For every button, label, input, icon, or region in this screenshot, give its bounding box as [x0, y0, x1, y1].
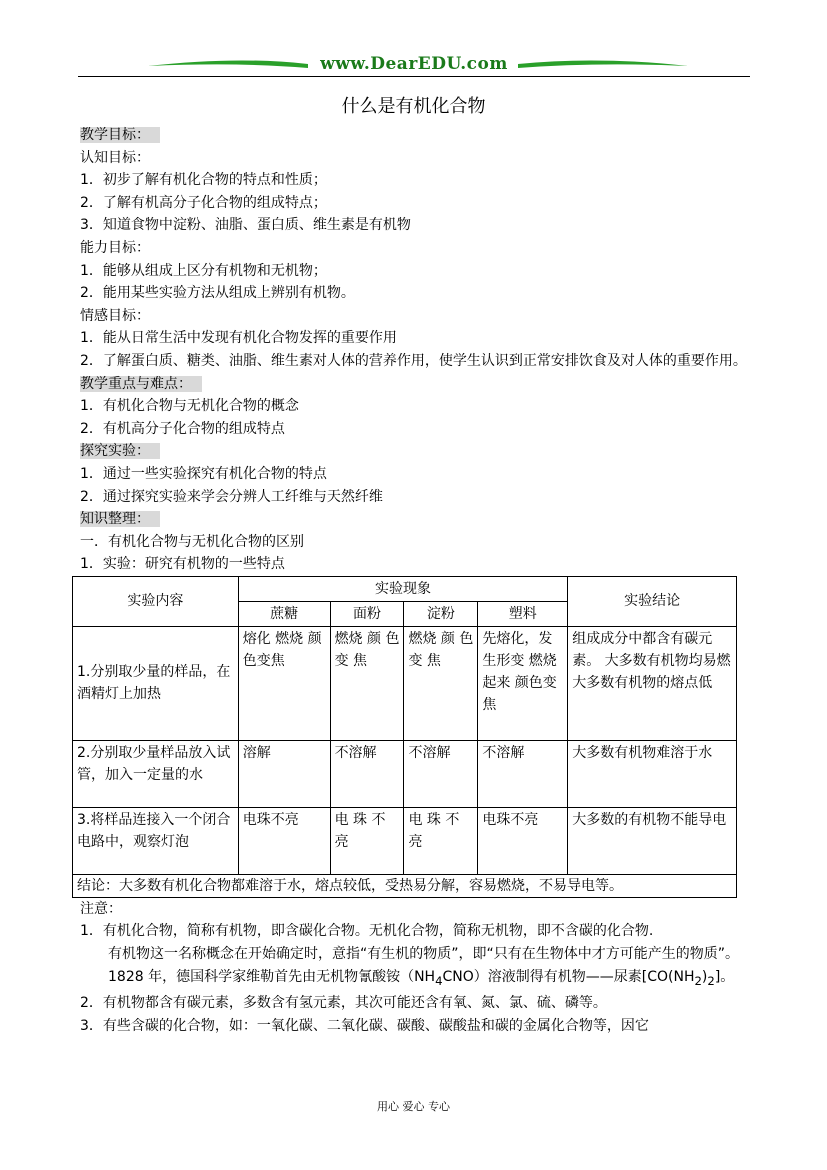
- cognitive-item: 3．知道食物中淀粉、油脂、蛋白质、维生素是有机物: [80, 217, 411, 234]
- cell-sugar: 电珠不亮: [238, 807, 330, 874]
- ability-item: 2．能用某些实验方法从组成上辨别有机物。: [80, 285, 355, 302]
- cell-plastic: 电珠不亮: [478, 807, 568, 874]
- cell-plastic: 先熔化，发生形变 燃烧起来 颜色变焦: [478, 626, 568, 740]
- ability-item: 1．能够从组成上区分有机物和无机物；: [80, 262, 327, 279]
- emotion-item: 1．能从日常生活中发现有机化合物发挥的重要作用: [80, 330, 397, 347]
- note-item: 2．有机物都含有碳元素，多数含有氢元素，其次可能还含有氧、氮、氯、硫、磷等。: [80, 995, 607, 1012]
- notes-heading: 注意：: [80, 900, 122, 917]
- header-sugar: 蔗糖: [238, 601, 330, 626]
- header-starch: 淀粉: [404, 601, 478, 626]
- cell-content: 3.将样品连接入一个闭合电路中，观察灯泡: [73, 807, 239, 874]
- knowledge-item: 一．有机化合物与无机化合物的区别: [80, 533, 304, 550]
- cognitive-heading: 认知目标：: [80, 149, 150, 166]
- header-flour: 面粉: [330, 601, 404, 626]
- header-phenomenon: 实验现象: [238, 576, 568, 601]
- knowledge-item: 1．实验：研究有机物的一些特点: [80, 556, 285, 573]
- site-url: www.DearEDU.com: [320, 54, 508, 74]
- explore-item: 2．通过探究实验来学会分辨人工纤维与天然纤维: [80, 488, 383, 505]
- goals-heading: 教学目标：: [80, 127, 160, 143]
- ability-heading: 能力目标：: [80, 239, 150, 256]
- header-conclusion: 实验结论: [568, 576, 737, 626]
- cell-content: 1.分别取少量的样品，在酒精灯上加热: [73, 626, 239, 740]
- cell-flour: 不溶解: [330, 740, 404, 807]
- emotion-heading: 情感目标：: [80, 307, 150, 324]
- cell-conclusion: 组成成分中都含有碳元素。 大多数有机物均易燃 大多数有机物的熔点低: [568, 626, 737, 740]
- explore-heading: 探究实验：: [80, 443, 160, 459]
- cell-flour: 电 珠 不 亮: [330, 807, 404, 874]
- table-row: [73, 807, 737, 874]
- table-row: [73, 740, 737, 807]
- cognitive-item: 1．初步了解有机化合物的特点和性质；: [80, 172, 327, 189]
- header-content: 实验内容: [73, 576, 239, 626]
- document-body: [77, 124, 750, 1037]
- page-footer: 用心 爱心 专心: [377, 1100, 450, 1113]
- cell-starch: 电 珠 不 亮: [404, 807, 478, 874]
- note-item: 1．有机化合物，简称有机物，即含碳化合物。无机化合物，简称无机物，即不含碳的化合物.: [80, 923, 654, 940]
- header-rule: [78, 76, 750, 77]
- cell-conclusion: 大多数有机物难溶于水: [568, 740, 737, 807]
- key-heading: 教学重点与难点：: [80, 376, 202, 392]
- page-title: 什么是有机化合物: [341, 96, 486, 117]
- explore-item: 1．通过一些实验探究有机化合物的特点: [80, 465, 327, 482]
- note-item: 3．有些含碳的化合物，如：一氧化碳、二氧化碳、碳酸、碳酸盐和碳的金属化合物等，因它: [80, 1017, 649, 1034]
- cell-plastic: 不溶解: [478, 740, 568, 807]
- cell-sugar: 溶解: [238, 740, 330, 807]
- cell-flour: 燃烧 颜 色 变 焦: [330, 626, 404, 740]
- experiment-table: [72, 576, 737, 898]
- knowledge-heading: 知识整理：: [80, 511, 160, 527]
- cognitive-item: 2．了解有机高分子化合物的组成特点；: [80, 194, 327, 211]
- cell-starch: 不溶解: [404, 740, 478, 807]
- key-item: 1．有机化合物与无机化合物的概念: [80, 398, 299, 415]
- cell-starch: 燃烧 颜 色 变 焦: [404, 626, 478, 740]
- table-summary: 结论：大多数有机化合物都难溶于水，熔点较低，受热易分解，容易燃烧，不易导电等。: [73, 874, 737, 897]
- cell-content: 2.分别取少量样品放入试管，加入一定量的水: [73, 740, 239, 807]
- cell-sugar: 熔化 燃烧 颜色变焦: [238, 626, 330, 740]
- header-plastic: 塑料: [478, 601, 568, 626]
- emotion-item: 2．了解蛋白质、糖类、油脂、维生素对人体的营养作用，使学生认识到正常安排饮食及对人体的重要作用。: [80, 352, 747, 369]
- note-item-history: 有机物这一名称概念在开始确定时，意指“有生机的物质”，即“只有在生物体中才方可能产生的物质”。1828 年，德国科学家维勒首先由无机物氰酸铵$(NH_4CNO)$溶液制得有机物——尿素$[CO(NH_2)_2]$。: [108, 946, 740, 988]
- cell-conclusion: 大多数的有机物不能导电: [568, 807, 737, 874]
- table-row: [73, 626, 737, 740]
- key-item: 2．有机高分子化合物的组成特点: [80, 420, 285, 437]
